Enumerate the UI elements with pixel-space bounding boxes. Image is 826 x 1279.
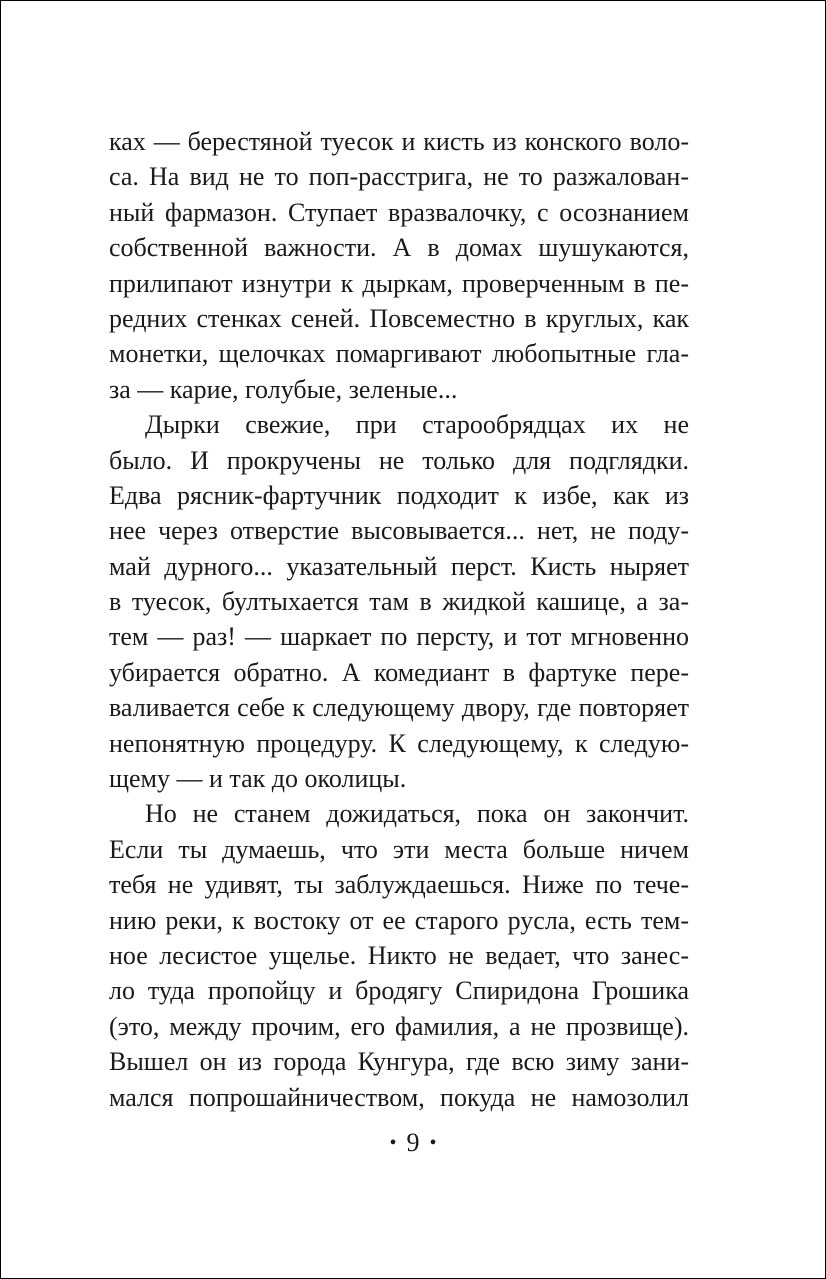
- text-line: Вышел он из города Кунгура, где всю зиму зани-: [109, 1047, 689, 1077]
- text-line: мался попрошайничеством, покуда не намозолил: [109, 1082, 689, 1112]
- text-line: щему — и так до околицы.: [109, 764, 407, 794]
- text-line: валивается себе к следующему двору, где повторяет: [109, 693, 689, 723]
- text-line: ло туда пропойцу и бродягу Спиридона Грошика: [109, 976, 689, 1006]
- text-line: нию реки, к востоку от ее старого русла, есть тем-: [109, 905, 689, 935]
- text-line: прилипают изнутри к дыркам, проверченным в пе-: [109, 268, 689, 298]
- text-line: непонятную процедуру. К следующему, к следую-: [109, 728, 689, 758]
- page-number: 9: [406, 1128, 420, 1157]
- page-folio: [1, 1125, 825, 1161]
- text-line: ное лесистое ущелье. Никто не ведает, что занес-: [109, 940, 689, 970]
- body-text: [109, 124, 689, 1115]
- text-line: было. И прокручены не только для подглядки.: [109, 445, 689, 475]
- text-line: ный фармазон. Ступает вразвалочку, с осознанием: [109, 197, 689, 227]
- text-line: редних стенках сеней. Повсеместно в круглых, как: [109, 303, 689, 333]
- text-line: монетки, щелочках помаргивают любопытные гла-: [109, 339, 689, 369]
- text-line: Но не станем дожидаться, пока он закончит.: [145, 799, 689, 829]
- text-line: май дурного... указательный перст. Кисть ныряет: [109, 551, 689, 581]
- text-line: (это, между прочим, его фамилия, а не прозвище).: [109, 1011, 689, 1041]
- text-line: Дырки свежие, при старообрядцах их не: [145, 410, 689, 440]
- text-line: Если ты думаешь, что эти места больше ничем: [109, 834, 689, 864]
- text-line: нее через отверстие высовывается... нет, не поду-: [109, 516, 689, 546]
- text-line: ках — берестяной туесок и кисть из конского воло-: [109, 127, 689, 156]
- text-line: собственной важности. А в домах шушукаются,: [109, 233, 689, 263]
- text-line: тебя не удивят, ты заблуждаешься. Ниже по тече-: [109, 870, 689, 900]
- text-line: тем — раз! — шаркает по персту, и тот мгновенно: [109, 622, 689, 652]
- text-line: Едва рясник-фартучник подходит к избе, как из: [109, 480, 689, 510]
- bullet-right-icon: •: [429, 1132, 437, 1154]
- bullet-left-icon: •: [389, 1132, 397, 1154]
- text-line: са. На вид не то поп-расстрига, не то разжалован-: [109, 162, 689, 192]
- text-line: в туесок, бултыхается там в жидкой кашице, а за-: [109, 587, 689, 617]
- text-line: убирается обратно. А комедиант в фартуке пере-: [109, 657, 689, 687]
- text-line: за — карие, голубые, зеленые...: [109, 374, 458, 404]
